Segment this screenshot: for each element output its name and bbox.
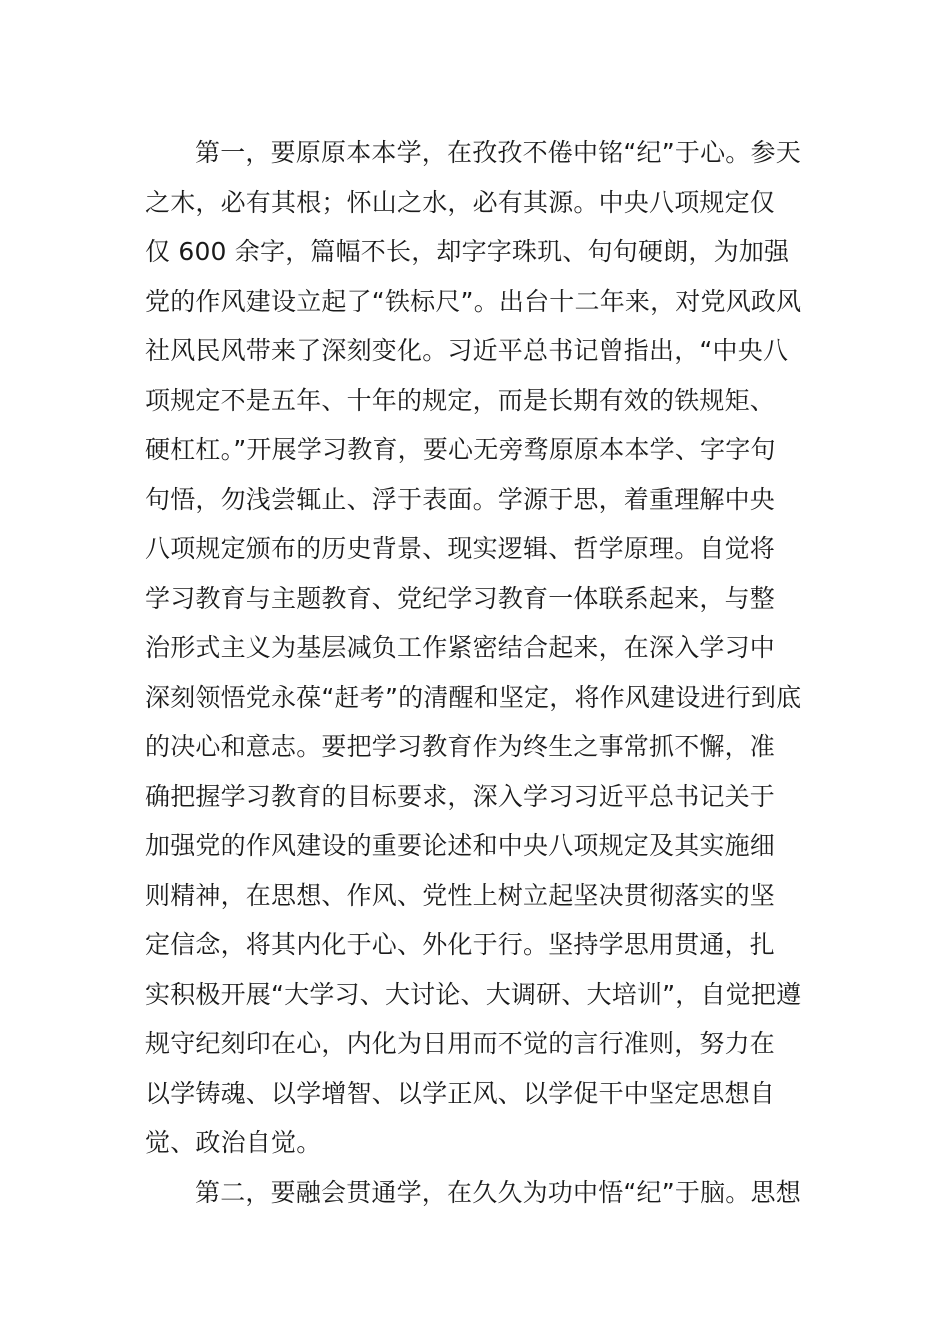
text-line: 以学铸魂、以学增智、以学正风、以学促干中坚定思想自 — [145, 1078, 776, 1108]
text-line: 治形式主义为基层减负工作紧密结合起来，在深入学习中 — [145, 633, 776, 662]
text-line: 规守纪刻印在心，内化为日用而不觉的言行准则，努力在 — [145, 1029, 776, 1058]
text-line: 深刻领悟党永葆“赶考”的清醒和坚定，将作风建设进行到底 — [145, 682, 802, 712]
text-line: 仅 600 余字，篇幅不长，却字字珠玑、句句硬朗，为加强 — [145, 237, 790, 266]
text-line: 则精神，在思想、作风、党性上树立起坚决贯彻落实的坚 — [145, 880, 776, 910]
text-line: 第一，要原原本本学，在孜孜不倦中铭“纪”于心。参天 — [195, 138, 801, 167]
text-line: 八项规定颁布的历史背景、现实逻辑、哲学原理。自觉将 — [145, 534, 776, 563]
text-line: 党的作风建设立起了“铁标尺”。出台十二年来，对党风政风 — [145, 286, 802, 316]
text-line: 的决心和意志。要把学习教育作为终生之事常抓不懈，准 — [145, 732, 776, 761]
text-line: 确把握学习教育的目标要求，深入学习习近平总书记关于 — [145, 781, 776, 811]
body-text — [145, 128, 810, 1217]
text-line: 硬杠杠。”开展学习教育，要心无旁骛原原本本学、字字句 — [145, 435, 776, 464]
text-line: 觉、政治自觉。 — [145, 1128, 322, 1157]
text-line: 项规定不是五年、十年的规定，而是长期有效的铁规矩、 — [145, 385, 776, 415]
text-line: 定信念，将其内化于心、外化于行。坚持学思用贯通，扎 — [145, 930, 776, 959]
text-line: 实积极开展“大学习、大讨论、大调研、大培训”，自觉把遵 — [145, 979, 802, 1009]
text-line: 句悟，勿浅尝辄止、浮于表面。学源于思，着重理解中央 — [145, 484, 776, 514]
text-line: 学习教育与主题教育、党纪学习教育一体联系起来，与整 — [145, 583, 776, 613]
text-line: 社风民风带来了深刻变化。习近平总书记曾指出，“中央八 — [145, 336, 789, 365]
text-line: 加强党的作风建设的重要论述和中央八项规定及其实施细 — [145, 831, 776, 860]
text-line: 之木，必有其根；怀山之水，必有其源。中央八项规定仅 — [145, 187, 776, 217]
text-line: 第二，要融会贯通学，在久久为功中悟“纪”于脑。思想 — [195, 1177, 801, 1207]
